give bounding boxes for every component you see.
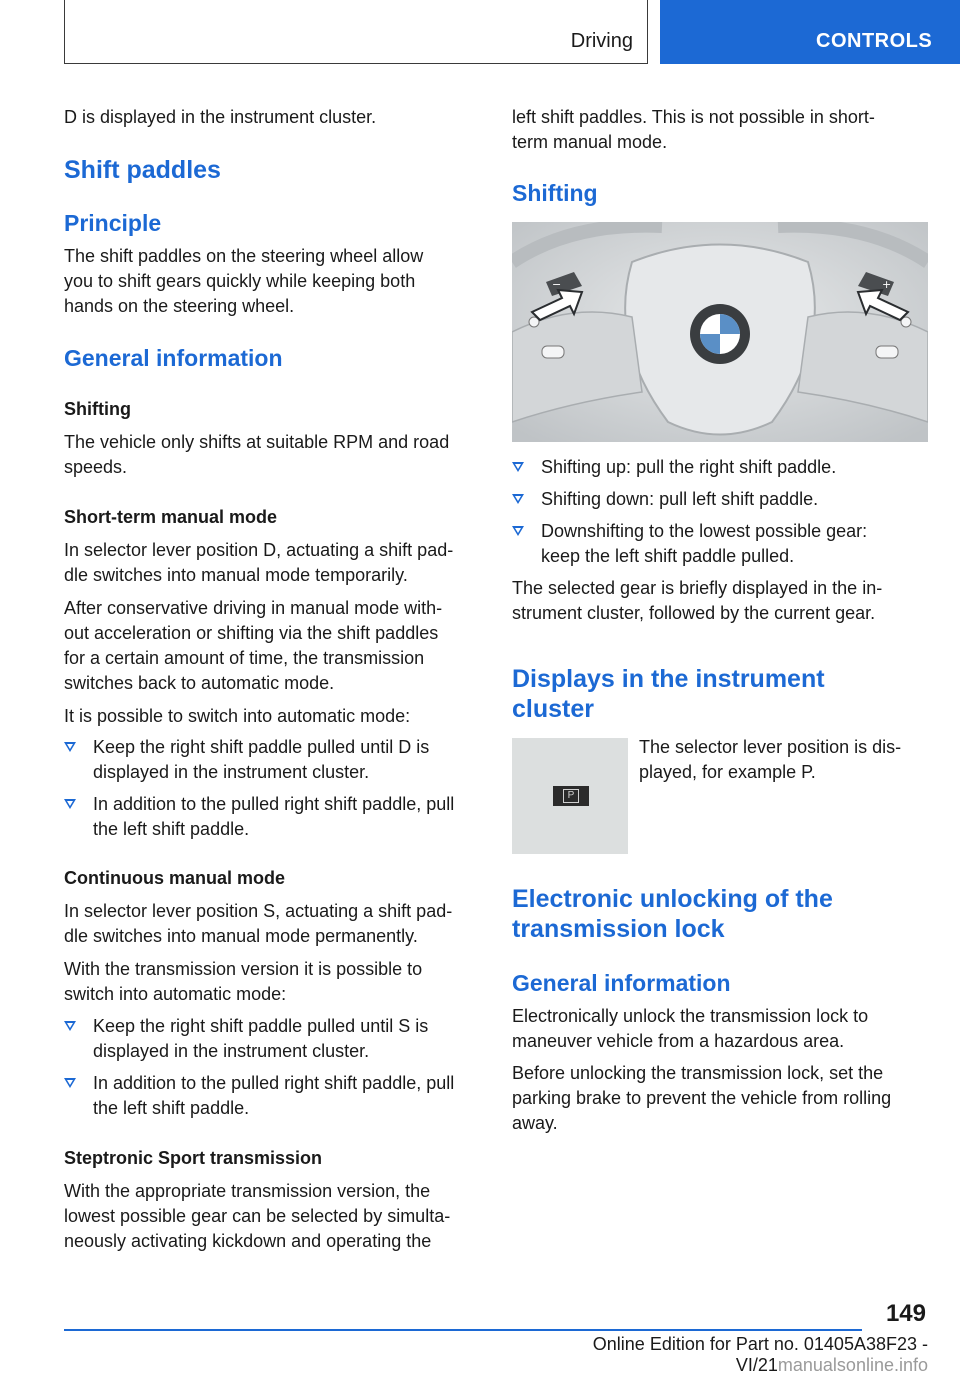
possible-auto-text: It is possible to switch into automatic mode: — [64, 706, 411, 726]
text-line: out acceleration or shifting via the shift paddles — [64, 623, 439, 643]
display-screen — [553, 786, 589, 806]
heading-general-information: General information — [64, 345, 283, 371]
text-line: keep the left shift paddle pulled. — [541, 546, 795, 566]
header-chapter-label: CONTROLS — [816, 30, 933, 52]
bullet-item — [512, 455, 960, 480]
bullet-item — [64, 1014, 513, 1064]
heading-continuous-manual: Continuous manual mode — [64, 868, 286, 888]
heading-short-term-manual: Short-term manual mode — [64, 507, 278, 527]
bullet-triangle-icon — [64, 742, 76, 752]
edition-text: Online Edition for Part no. 01405A38F23 - VI/21 — [592, 1334, 928, 1375]
display-paragraph — [639, 735, 939, 785]
text-line: dle switches into manual mode temporarily. — [64, 565, 408, 585]
text-line: With the appropriate transmission version, the — [64, 1181, 431, 1201]
steering-wheel-illustration — [512, 222, 928, 442]
heading-principle: Principle — [64, 210, 162, 236]
heading-shifting: Shifting — [512, 180, 598, 206]
header-chapter-tab — [660, 0, 960, 64]
text-line: displayed in the instrument cluster. — [93, 762, 370, 782]
instrument-display-image — [512, 738, 628, 854]
bullet-item — [64, 735, 513, 785]
text-line: After conservative driving in manual mode with- — [64, 598, 443, 618]
heading-line: transmission lock — [512, 915, 725, 943]
continuation-paragraph — [512, 105, 932, 155]
text-line: the left shift paddle. — [93, 819, 250, 839]
steering-wheel-image — [512, 222, 928, 442]
bullet-item — [512, 487, 960, 512]
text-line: The shift paddles on the steering wheel allow — [64, 246, 424, 266]
text-line: The selected gear is briefly displayed in the in- — [512, 578, 883, 598]
text-line: strument cluster, followed by the current gear. — [512, 603, 876, 623]
text-line: The vehicle only shifts at suitable RPM and road — [64, 432, 450, 452]
page-number: 149 — [885, 1300, 926, 1327]
header-section-label: Driving — [570, 30, 633, 52]
text-line: switch into automatic mode: — [64, 984, 287, 1004]
text-line: With the transmission version it is possible to — [64, 959, 423, 979]
text-line: Before unlocking the transmission lock, set the — [512, 1063, 884, 1083]
bullet-item — [64, 1071, 513, 1121]
bullet-triangle-icon — [64, 1078, 76, 1088]
version-paragraph — [64, 957, 484, 1007]
watermark-text: manualsonline.info — [777, 1355, 928, 1375]
footer-edition — [500, 1334, 928, 1376]
heading-general-information: General information — [512, 970, 731, 996]
text-line: In addition to the pulled right shift paddle, pull — [93, 794, 455, 814]
text-line: Shifting up: pull the right shift paddle. — [541, 457, 837, 477]
short-term-paragraph — [64, 538, 484, 588]
principle-paragraph — [64, 244, 484, 319]
text-line: Keep the right shift paddle pulled until S is — [93, 1016, 429, 1036]
text-line: the left shift paddle. — [93, 1098, 250, 1118]
heading-shift-paddles: Shift paddles — [64, 156, 221, 184]
text-line: away. — [512, 1113, 558, 1133]
heading-line: Electronic unlocking of the — [512, 885, 833, 913]
bullet-triangle-icon — [64, 799, 76, 809]
text-line: hands on the steering wheel. — [64, 296, 295, 316]
text-line: lowest possible gear can be selected by simulta- — [64, 1206, 451, 1226]
shifting-paragraph — [64, 430, 484, 480]
bullet-triangle-icon — [512, 494, 524, 504]
text-line: maneuver vehicle from a hazardous area. — [512, 1031, 845, 1051]
text-line: for a certain amount of time, the transmission — [64, 648, 425, 668]
general-paragraph — [512, 1004, 932, 1054]
text-line: Shifting down: pull left shift paddle. — [541, 489, 819, 509]
paddle-plus-label: + — [882, 278, 892, 291]
bullet-triangle-icon — [512, 462, 524, 472]
heading-displays-instrument-cluster — [512, 664, 825, 724]
text-line: In selector lever position S, actuating a shift pad- — [64, 901, 453, 921]
header-section-tab — [64, 0, 648, 64]
heading-electronic-unlocking — [512, 884, 833, 944]
heading-line: Displays in the instrument — [512, 665, 825, 693]
bullet-item — [64, 792, 513, 842]
text-line: term manual mode. — [512, 132, 668, 152]
continuous-paragraph — [64, 899, 484, 949]
text-line: Electronically unlock the transmission lock to — [512, 1006, 869, 1026]
bullet-triangle-icon — [64, 1021, 76, 1031]
text-line: neously activating kickdown and operating the — [64, 1231, 432, 1251]
selected-gear-paragraph — [512, 576, 932, 626]
gear-p-indicator: P — [563, 789, 579, 803]
text-line: played, for example P. — [639, 762, 816, 782]
heading-shifting: Shifting — [64, 399, 131, 419]
text-line: dle switches into manual mode permanently. — [64, 926, 418, 946]
after-paragraph — [64, 596, 484, 696]
before-unlocking-paragraph — [512, 1061, 932, 1136]
text-line: The selector lever position is dis- — [639, 737, 902, 757]
intro-text: D is displayed in the instrument cluster. — [64, 107, 377, 127]
text-line: In addition to the pulled right shift paddle, pull — [93, 1073, 455, 1093]
text-line: switches back to automatic mode. — [64, 673, 335, 693]
text-line: In selector lever position D, actuating a shift pad- — [64, 540, 454, 560]
text-line: you to shift gears quickly while keeping both — [64, 271, 416, 291]
text-line: parking brake to prevent the vehicle from rolling — [512, 1088, 892, 1108]
paddle-minus-label: − — [552, 278, 562, 291]
heading-line: cluster — [512, 695, 594, 723]
text-line: left shift paddles. This is not possible in short- — [512, 107, 875, 127]
steptronic-paragraph — [64, 1179, 484, 1254]
bullet-triangle-icon — [512, 526, 524, 536]
bullet-item — [512, 519, 960, 569]
heading-steptronic: Steptronic Sport transmission — [64, 1148, 323, 1168]
text-line: speeds. — [64, 457, 128, 477]
footer-divider — [64, 1329, 862, 1331]
text-line: Downshifting to the lowest possible gear: — [541, 521, 868, 541]
text-line: displayed in the instrument cluster. — [93, 1041, 370, 1061]
text-line: Keep the right shift paddle pulled until D is — [93, 737, 430, 757]
